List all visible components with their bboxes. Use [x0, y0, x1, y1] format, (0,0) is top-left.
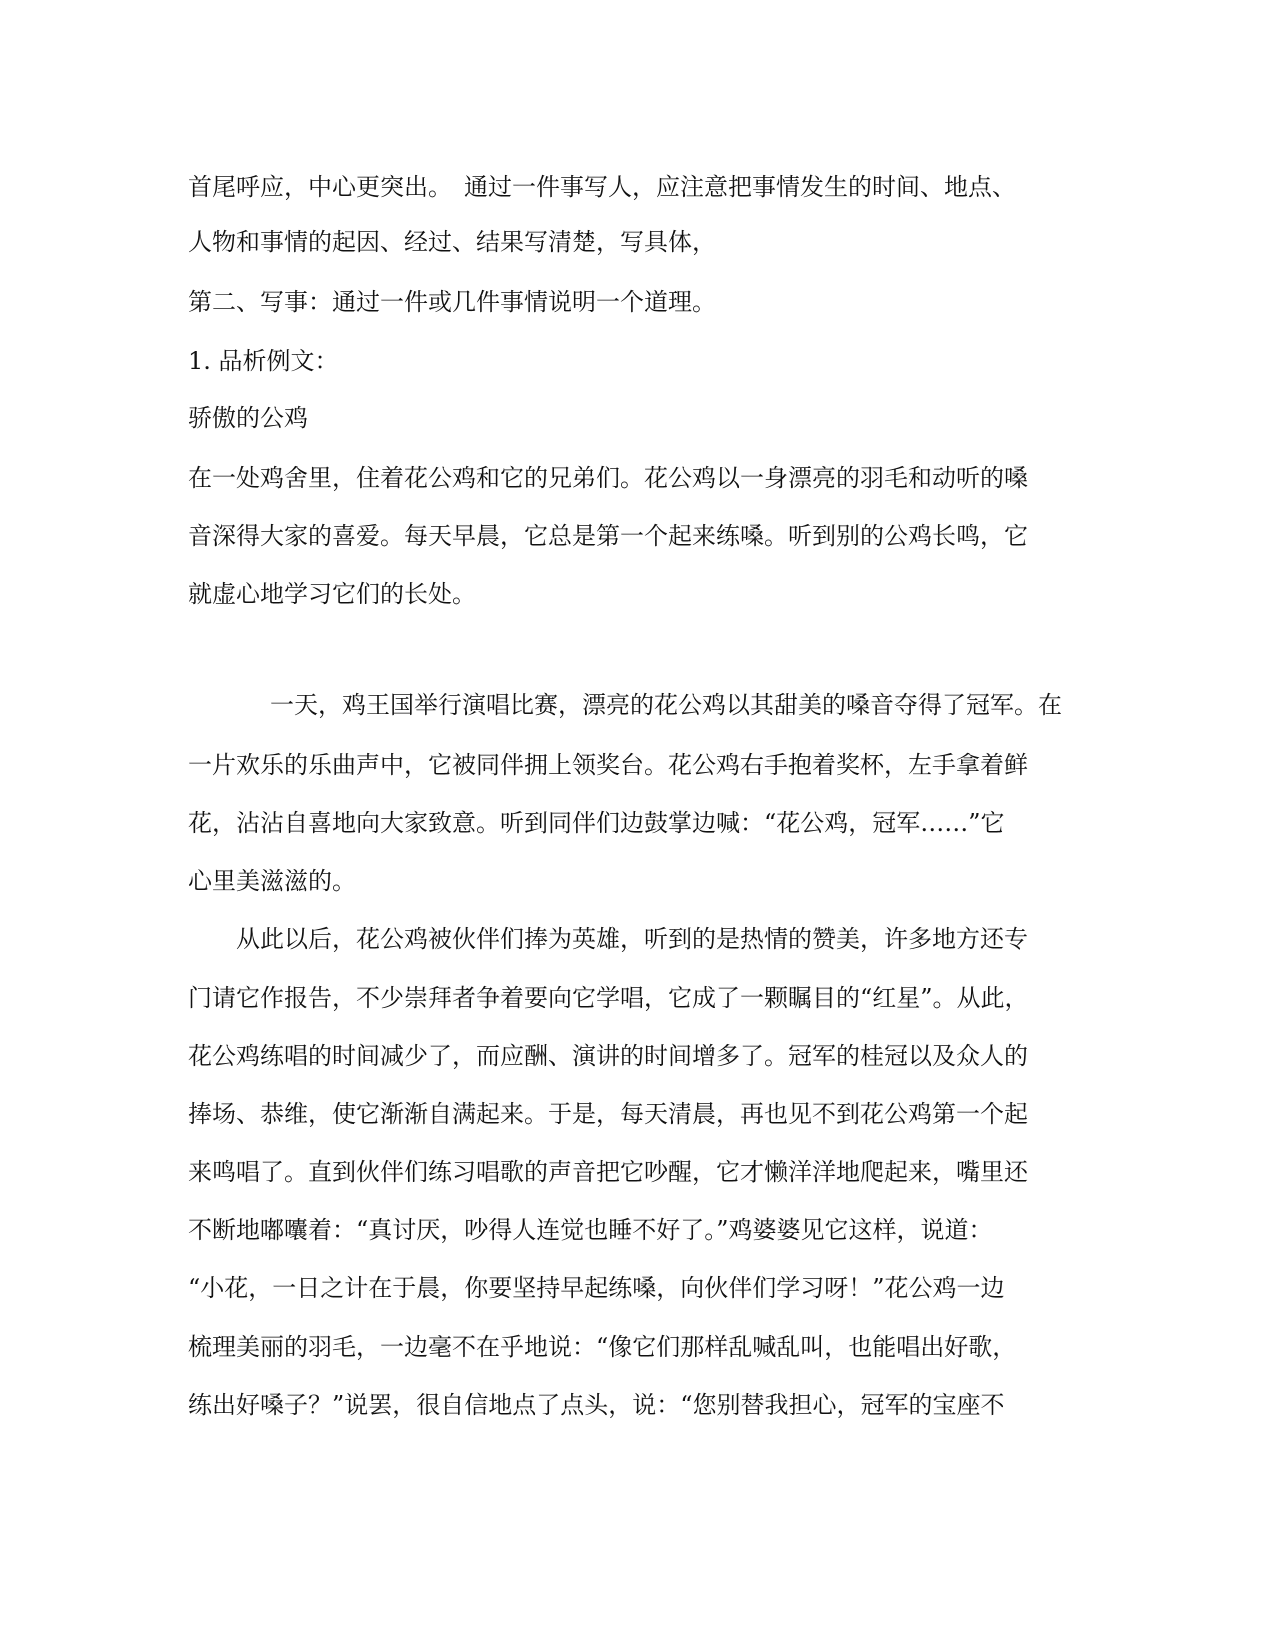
- paragraph-line: 就虚心地学习它们的长处。: [188, 580, 476, 608]
- paragraph-line: 梳理美丽的羽毛，一边毫不在乎地说：“像它们那样乱喊乱叫，也能唱出好歌，: [188, 1333, 1017, 1361]
- paragraph-line: 音深得大家的喜爱。每天早晨，它总是第一个起来练嗓。听到别的公鸡长鸣，它: [188, 522, 1028, 550]
- paragraph-line: 从此以后，花公鸡被伙伴们捧为英雄，听到的是热情的赞美，许多地方还专: [236, 925, 1028, 953]
- paragraph-line: 首尾呼应，中心更突出。 通过一件事写人，应注意把事情发生的时间、地点、: [188, 173, 1016, 201]
- paragraph-line: 在一处鸡舍里，住着花公鸡和它的兄弟们。花公鸡以一身漂亮的羽毛和动听的嗓: [188, 464, 1028, 492]
- paragraph-line: 第二、写事：通过一件或几件事情说明一个道理。: [188, 288, 716, 316]
- paragraph-line: 来鸣唱了。直到伙伴们练习唱歌的声音把它吵醒，它才懒洋洋地爬起来，嘴里还: [188, 1158, 1028, 1186]
- paragraph-line: 花，沾沾自喜地向大家致意。听到同伴们边鼓掌边喊：“花公鸡，冠军……”它: [188, 809, 1005, 837]
- paragraph-line: “小花，一日之计在于晨，你要坚持早起练嗓，向伙伴们学习呀！”花公鸡一边: [188, 1274, 1005, 1302]
- paragraph-line: 练出好嗓子？”说罢，很自信地点了点头，说：“您别替我担心，冠军的宝座不: [188, 1391, 1005, 1419]
- paragraph-line: 捧场、恭维，使它渐渐自满起来。于是，每天清晨，再也见不到花公鸡第一个起: [188, 1100, 1028, 1128]
- article-title: 骄傲的公鸡: [188, 404, 308, 432]
- paragraph-line: 不断地嘟囔着：“真讨厌，吵得人连觉也睡不好了。”鸡婆婆见它这样，说道：: [188, 1216, 993, 1244]
- paragraph-line: 一天，鸡王国举行演唱比赛，漂亮的花公鸡以其甜美的嗓音夺得了冠军。在: [270, 691, 1062, 719]
- paragraph-line: 人物和事情的起因、经过、结果写清楚，写具体，: [188, 228, 716, 256]
- paragraph-line: 心里美滋滋的。: [188, 867, 356, 895]
- paragraph-line: 门请它作报告，不少崇拜者争着要向它学唱，它成了一颗瞩目的“红星”。从此，: [188, 984, 1029, 1012]
- paragraph-line: 一片欢乐的乐曲声中，它被同伴拥上领奖台。花公鸡右手抱着奖杯，左手拿着鲜: [188, 751, 1028, 779]
- paragraph-line: 花公鸡练唱的时间减少了，而应酬、演讲的时间增多了。冠军的桂冠以及众人的: [188, 1042, 1028, 1070]
- section-heading: 1. 品析例文：: [188, 347, 339, 375]
